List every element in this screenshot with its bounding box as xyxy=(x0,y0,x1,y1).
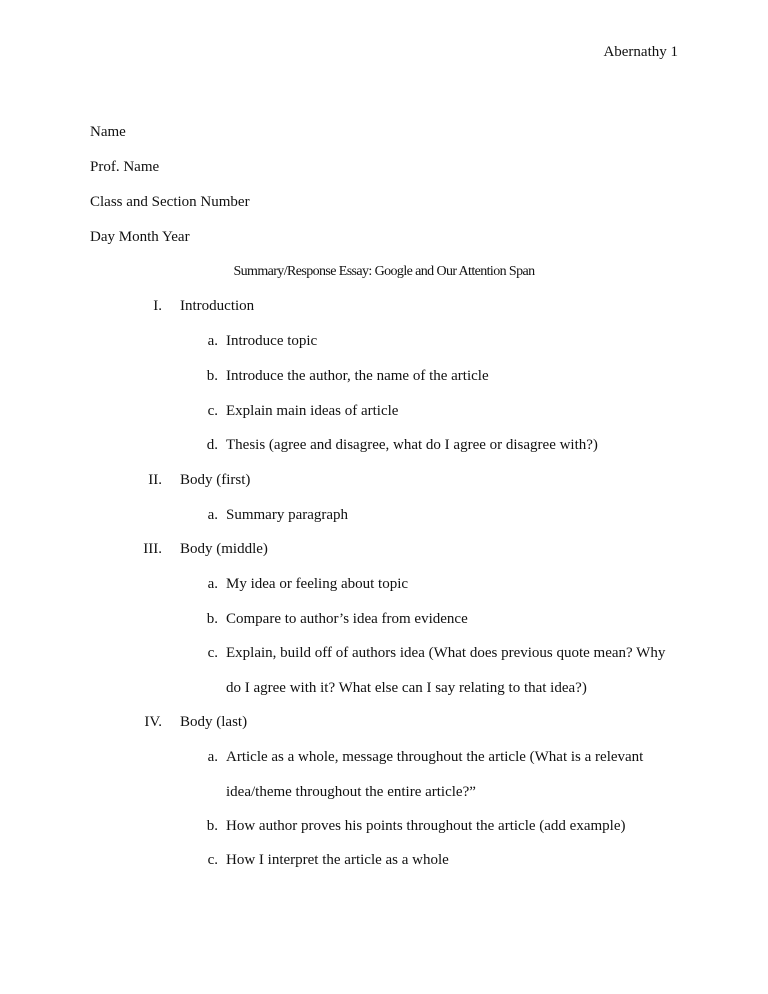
student-name: Name xyxy=(90,124,126,140)
section-numeral: I. xyxy=(153,298,162,314)
outline-item: How author proves his points throughout the article (add example) xyxy=(226,818,626,834)
item-letter: c. xyxy=(207,403,218,419)
outline-item: How I interpret the article as a whole xyxy=(226,852,449,868)
outline-item: Summary paragraph xyxy=(226,507,349,523)
item-letter: a. xyxy=(207,749,218,765)
outline-item: Introduce topic xyxy=(226,333,318,349)
section-label: Body (first) xyxy=(180,472,251,488)
outline-item: Article as a whole, message throughout the article (What is a relevant xyxy=(226,749,644,765)
section-label: Body (middle) xyxy=(180,541,268,557)
professor-name: Prof. Name xyxy=(90,159,160,175)
outline-item-continuation: idea/theme throughout the entire article?” xyxy=(226,784,476,800)
item-letter: b. xyxy=(206,368,218,384)
section-label: Introduction xyxy=(180,298,255,314)
section-numeral: II. xyxy=(148,472,162,488)
item-letter: b. xyxy=(206,818,218,834)
section-label: Body (last) xyxy=(180,714,248,730)
item-letter: c. xyxy=(207,645,218,661)
outline-item: My idea or feeling about topic xyxy=(226,576,409,592)
running-head: Abernathy 1 xyxy=(603,44,678,60)
section-numeral: III. xyxy=(143,541,162,557)
item-letter: a. xyxy=(207,333,218,349)
essay-title: Summary/Response Essay: Google and Our Attention Span xyxy=(233,264,535,279)
outline-item: Thesis (agree and disagree, what do I agree or disagree with?) xyxy=(226,437,598,453)
outline-item: Explain, build off of authors idea (What does previous quote mean? Why xyxy=(226,645,666,661)
class-section: Class and Section Number xyxy=(90,194,250,210)
item-letter: b. xyxy=(206,611,218,627)
outline-item: Compare to author’s idea from evidence xyxy=(226,611,468,627)
item-letter: a. xyxy=(207,507,218,523)
outline-item: Explain main ideas of article xyxy=(226,403,399,419)
outline-item-continuation: do I agree with it? What else can I say relating to that idea?) xyxy=(226,680,587,696)
section-numeral: IV. xyxy=(144,714,162,730)
outline-item: Introduce the author, the name of the article xyxy=(226,368,489,384)
item-letter: c. xyxy=(207,852,218,868)
date-line: Day Month Year xyxy=(90,229,190,245)
item-letter: d. xyxy=(206,437,218,453)
item-letter: a. xyxy=(207,576,218,592)
